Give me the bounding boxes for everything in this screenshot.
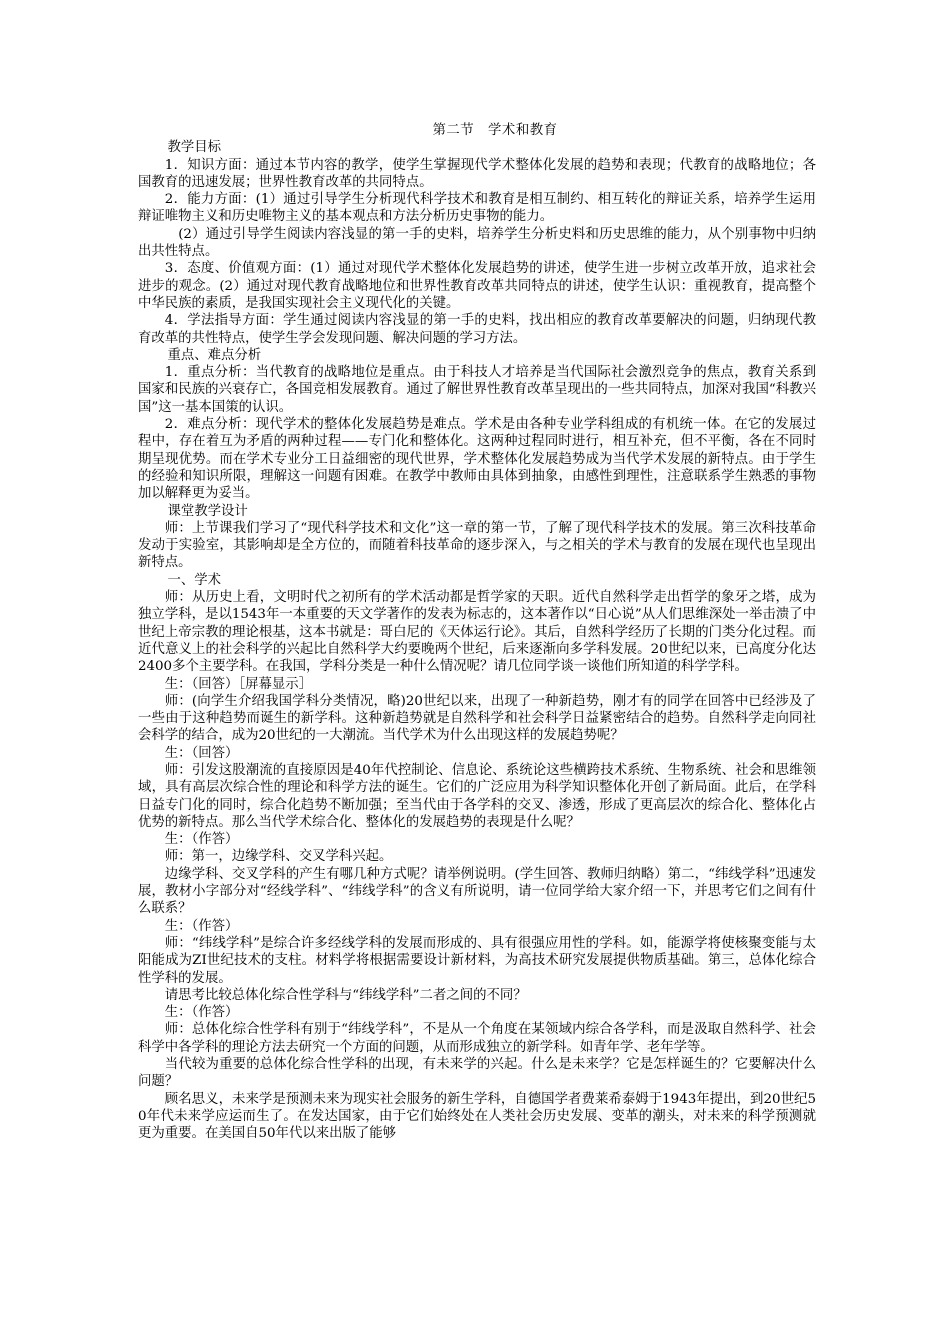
paragraph: 生：（回答）［屏幕显示］ [164, 676, 313, 692]
paragraph: 师：引发这股潮流的直接原因是40年代控制论、信息论、系统论这些横跨技术系统、生物系统、社会和思维领域，具有高层次综合性的理论和科学方法的诞生。它们的广泛应用为科学知识整体化开创了新局面。此后，在学科日益专门化的同时，综合化趋势不断加强；至当代由于各学科的交叉、渗透，形成了更高层次的综合化、整体化占优势的新特点。那么当代学术综合化、整体化的发展趋势的表现是什么呢？ [138, 762, 816, 830]
paragraph: 生：（作答） [164, 832, 239, 848]
paragraph: 3．态度、价值观方面：(1）通过对现代学术整体化发展趋势的讲述，使学生进一步树立改革开放，追求社会进步的观念。(2）通过对现代教育战略地位和世界性教育改革共同特点的讲述，使学生认识：重视教育，提高整个中华民族的素质，是我国实现社会主义现代化的关键。 [138, 261, 816, 311]
section-heading: 教学目标 [167, 140, 222, 156]
paragraph: 2．难点分析：现代学术的整体化发展趋势是难点。学术是由各种专业学科组成的有机统一体。在它的发展过程中，存在着互为矛盾的两种过程——专门化和整体化。这两种过程同时进行，相互补充，但不平衡，各在不同时期呈现优势。而在学术专业分工日益细密的现代世界，学术整体化发展趋势成为当代学术发展的新特点。由于学生的经验和知识所限，理解这一问题有困难。在教学中教师由具体到抽象，由感性到理性，注意联系学生熟悉的事物加以解释更为妥当。 [138, 417, 816, 502]
paragraph: 生：（作答） [164, 1005, 239, 1021]
paragraph: 当代较为重要的总体化综合性学科的出现，有未来学的兴起。什么是未来学？它是怎样诞生的？它要解决什么问题？ [138, 1057, 816, 1090]
section-heading: 课堂教学设计 [167, 503, 248, 519]
section-heading: 一、学术 [167, 572, 222, 588]
section-title: 第二节 学术和教育 [432, 123, 558, 138]
paragraph: 师：(向学生介绍我国学科分类情况，略)20世纪以来，出现了一种新趋势，刚才有的同学在回答中已经涉及了一些由于这种趋势而诞生的新学科。这种新趋势就是自然科学和社会科学日益紧密结合的趋势。自然科学走向同社会科学的结合，成为20世纪的一大潮流。当代学术为什么出现这样的发展趋势呢？ [138, 693, 816, 744]
section-heading: 重点、难点分析 [167, 347, 262, 363]
paragraph: 师：从历史上看，文明时代之初所有的学术活动都是哲学家的天职。近代自然科学走出哲学的象牙之塔，成为独立学科，是以1543年一本重要的天文学著作的发表为标志的，这本著作以“日心说”从人们思维深处一举击溃了中世纪上帝宗教的理论根基，这本书就是：哥白尼的《天体运行论》。其后，自然科学经历了长期的门类分化过程。而近代意义上的社会科学的兴起比自然科学大约要晚两个世纪，后来逐渐向多学科发展。20世纪以来，已高度分化达2400多个主要学科。在我国，学科分类是一种什么情况呢？请几位同学谈一谈他们所知道的科学学科。 [138, 590, 816, 675]
document-body [138, 139, 816, 1142]
paragraph: 师：上节课我们学习了“现代科学技术和文化”这一章的第一节，了解了现代科学技术的发展。第三次科技革命发动于实验室，其影响却是全方位的，而随着科技革命的逐步深入，与之相关的学术与教育的发展在现代也呈现出新特点。 [138, 520, 816, 571]
paragraph: 生：（回答） [164, 745, 239, 761]
paragraph: 1．重点分析：当代教育的战略地位是重点。由于科技人才培养是当代国际社会激烈竞争的焦点，教育关系到国家和民族的兴衰存亡，各国竞相发展教育。通过了解世界性教育改革呈现出的一些共同特点，加深对我国“科教兴国”这一基本国策的认识。 [138, 365, 816, 415]
paragraph: (2）通过引导学生阅读内容浅显的第一手的史料，培养学生分析史料和历史思维的能力，从个别事物中归纳出共性特点。 [138, 226, 816, 260]
paragraph: 2．能力方面：(1）通过引导学生分析现代科学技术和教育是相互制约、相互转化的辩证关系，培养学生运用辩证唯物主义和历史唯物主义的基本观点和方法分析历史事物的能力。 [138, 192, 816, 225]
paragraph: 师：总体化综合性学科有别于“纬线学科”，不是从一个角度在某领域内综合各学科，而是汲取自然科学、社会科学中各学科的理论方法去研究一个方面的问题，从而形成独立的新学科。如青年学、老年学等。 [138, 1022, 816, 1055]
paragraph: 师：第一，边缘学科、交叉学科兴起。 [164, 849, 393, 865]
paragraph: 请思考比较总体化综合性学科与“纬线学科”二者之间的不同？ [164, 987, 527, 1003]
paragraph: 4．学法指导方面：学生通过阅读内容浅显的第一手的史料，找出相应的教育改革要解决的问题，归纳现代教育改革的共性特点，使学生学会发现问题、解决问题的学习方法。 [138, 313, 816, 346]
paragraph: 1．知识方面：通过本节内容的教学，使学生掌握现代学术整体化发展的趋势和表现；代教育的战略地位；各国教育的迅速发展；世界性教育改革的共同特点。 [138, 157, 816, 190]
paragraph: 生：（作答） [164, 918, 239, 934]
document-page [138, 122, 816, 1143]
paragraph: 边缘学科、交叉学科的产生有哪几种方式呢？请举例说明。(学生回答、教师归纳略）第二，“纬线学科”迅速发展，教材小字部分对“经线学科”、“纬线学科”的含义有所说明，请一位同学给大家介绍一下，并思考它们之间有什么联系？ [138, 866, 816, 917]
paragraph: 顾名思义，未来学是预测未来为现实社会服务的新生学科，自德国学者费莱希泰姆于1943年提出，到20世纪50年代未来学应运而生了。在发达国家，由于它们始终处在人类社会历史发展、变革的潮头，对未来的科学预测就更为重要。在美国自50年代以来出版了能够 [138, 1091, 816, 1142]
paragraph: 师：“纬线学科”是综合许多经线学科的发展而形成的、具有很强应用性的学科。如，能源学将使核聚变能与太阳能成为ZI世纪技术的支柱。材料学将根据需要设计新材料，为高技术研究发展提供物质基础。第三，总体化综合性学科的发展。 [138, 935, 816, 986]
